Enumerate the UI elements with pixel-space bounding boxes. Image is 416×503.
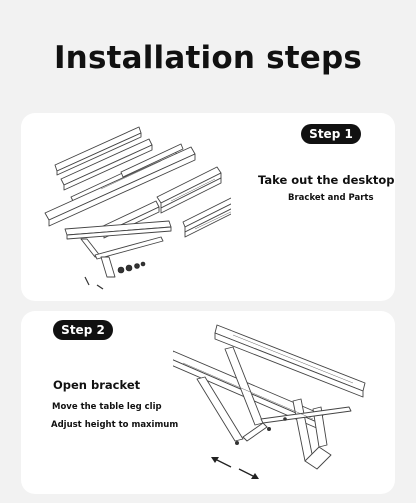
step-2-detail-2: Adjust height to maximum: [51, 420, 179, 430]
step-2-card: [21, 311, 395, 494]
step-1-detail: Bracket and Parts: [288, 193, 374, 203]
parts-illustration: [31, 117, 231, 302]
step-1-card: [21, 113, 395, 301]
step-1-heading: Take out the desktop: [258, 173, 395, 187]
step-2-badge: Step 2: [53, 320, 113, 340]
bracket-illustration: [173, 319, 373, 487]
step-1-badge: Step 1: [301, 124, 361, 144]
page-title: Installation steps: [53, 40, 363, 76]
step-2-detail-1: Move the table leg clip: [52, 402, 162, 412]
step-2-heading: Open bracket: [53, 378, 141, 392]
